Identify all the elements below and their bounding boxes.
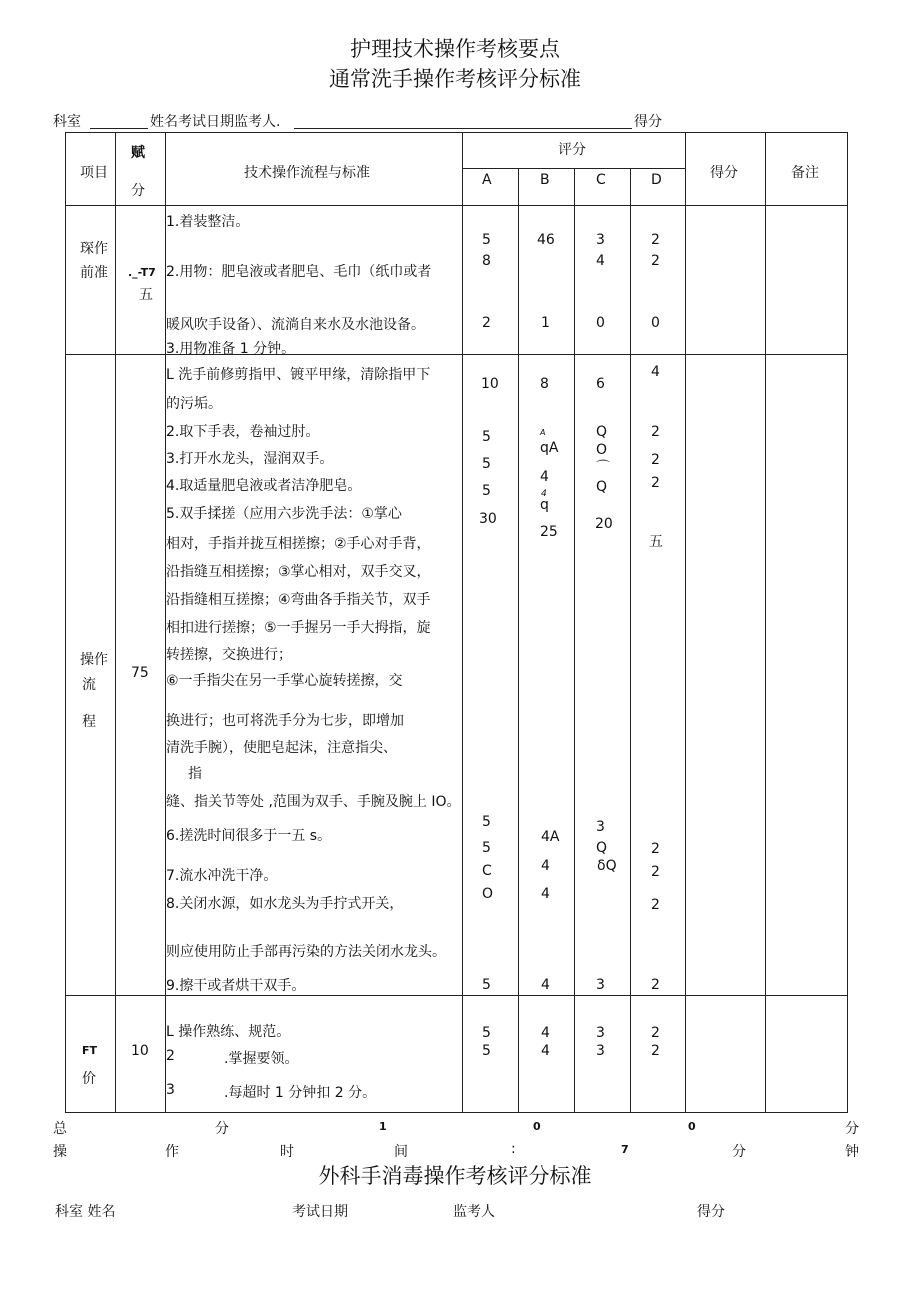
examiner-underline (294, 128, 632, 129)
section2-a: O (482, 886, 494, 902)
section2-line: 则应使用防止手部再污染的方法关闭水龙头。 (166, 944, 446, 960)
header-grade-a: A (482, 172, 492, 188)
section1-name-top: 琛作 (80, 241, 108, 257)
section3-line: .每超时 1 分钟扣 2 分。 (224, 1085, 377, 1101)
section3-d: 2 (651, 1025, 660, 1041)
section2-b: 4A (541, 829, 560, 845)
section2-line: 沿指缝互相搓擦；③掌心相对，双手交叉， (166, 564, 431, 580)
section2-b: qA (540, 440, 559, 456)
section3-name-bottom: 价 (82, 1071, 96, 1087)
section2-d: 2 (651, 841, 660, 857)
section2-a: 10 (481, 376, 499, 392)
score-label: 得分 (634, 114, 662, 130)
section2-c: 20 (595, 516, 613, 532)
meta2-examiner: 监考人 (453, 1204, 495, 1220)
total-unit: 分 (845, 1121, 859, 1137)
total-label: 分 (215, 1121, 229, 1137)
section2-c: O (596, 442, 608, 458)
time-unit: 钟 (845, 1144, 859, 1160)
section2-d: 2 (651, 424, 660, 440)
page-subtitle: 通常洗手操作考核评分标准 (329, 67, 581, 91)
section2-c: ⌒ (596, 460, 610, 476)
section2-b: A (540, 428, 546, 437)
section1-d: 2 (651, 253, 660, 269)
section2-line: 沿指缝相互搓擦；④弯曲各手指关节，双手 (166, 592, 431, 608)
section2-line: 4.取适量肥皂液或者洁净肥皂。 (166, 478, 362, 494)
section1-line: 暖风吹手设备）、流淌自来水及水池设备。 (166, 317, 425, 333)
section1-c: 0 (596, 315, 605, 331)
header-procedure: 技术操作流程与标准 (244, 165, 370, 181)
section2-b: 4 (541, 886, 550, 902)
time-label: 作 (165, 1144, 179, 1160)
section2-name-bottom: 程 (82, 714, 96, 730)
section2-line: ⑥一手指尖在另一手掌心旋转搓擦，交 (166, 673, 403, 689)
section2-line: 的污垢。 (166, 396, 222, 412)
section2-line: 6.搓洗时间很多于一五 s。 (166, 828, 332, 844)
section2-d: 2 (651, 897, 660, 913)
section-title-2: 外科手消毒操作考核评分标准 (318, 1164, 592, 1188)
section2-line: 缝、指关节等处 ,范围为双手、手腕及腕上 IO。 (166, 794, 461, 810)
meta-fields: 姓名考试日期监考人. (150, 114, 281, 130)
section2-line: L 洗手前修剪指甲、镀平甲缘，清除指甲下 (166, 367, 431, 383)
meta2-date: 考试日期 (292, 1204, 348, 1220)
section2-b: 8 (540, 376, 549, 392)
section2-c: 6 (596, 376, 605, 392)
section2-c: Q (596, 840, 608, 856)
section1-line: 3.用物准备 1 分钟。 (166, 341, 296, 357)
section2-line: 3.打开水龙头，湿润双手。 (166, 451, 334, 467)
section1-d: 2 (651, 232, 660, 248)
section2-c: Q (596, 424, 608, 440)
section2-b: 4 (541, 977, 550, 993)
section1-weight-top: ._-T7 (128, 266, 156, 279)
section2-line: 8.关闭水源，如水龙头为手拧式开关， (166, 896, 404, 912)
section2-d: 2 (651, 977, 660, 993)
section1-line: 2.用物：肥皂液或者肥皂、毛巾（纸巾或者 (166, 264, 432, 280)
section2-a: 5 (482, 977, 491, 993)
section2-d: 4 (651, 364, 660, 380)
header-item: 项目 (80, 165, 108, 181)
section3-c: 3 (596, 1043, 605, 1059)
section3-weight: 10 (131, 1043, 149, 1059)
section2-b: q (540, 497, 549, 513)
section2-b: 4 (541, 858, 550, 874)
section1-weight-bottom: 五 (139, 287, 153, 303)
section1-line: 1.着装整洁。 (166, 214, 250, 230)
section3-name-top: FT (82, 1044, 98, 1057)
section2-a: 5 (482, 429, 491, 445)
section2-b: 25 (540, 524, 558, 540)
total-digit: 0 (688, 1120, 696, 1133)
section2-c: δQ (597, 858, 617, 874)
section2-a: C (482, 863, 492, 879)
total-digit: 1 (379, 1120, 387, 1133)
section3-line: L 操作熟练、规范。 (166, 1024, 291, 1040)
section2-line: 相对，手指并拢互相搓擦；②手心对手背， (166, 536, 431, 552)
section2-line: 7.流水冲洗干净。 (166, 868, 278, 884)
time-label: 间 (394, 1144, 408, 1160)
section1-a: 8 (482, 253, 491, 269)
section2-d: 2 (651, 864, 660, 880)
dept-label: 科室 (53, 114, 81, 130)
header-note: 备注 (791, 165, 819, 181)
section3-a: 5 (482, 1025, 491, 1041)
section2-c: 3 (596, 819, 605, 835)
header-grade: 评分 (558, 142, 586, 158)
time-colon: : (511, 1141, 516, 1157)
section1-c: 4 (596, 253, 605, 269)
section2-c: Q (596, 479, 608, 495)
section1-name-bottom: 前准 (80, 265, 108, 281)
section2-d: 2 (651, 475, 660, 491)
section2-line: 5.双手揉搓（应用六步洗手法：①掌心 (166, 506, 402, 522)
section1-a: 5 (482, 232, 491, 248)
section3-line: 2 (166, 1048, 175, 1064)
section2-b: 4 (540, 469, 549, 485)
section2-weight: 75 (131, 665, 149, 681)
meta2-dept-name: 科室 姓名 (55, 1204, 116, 1220)
meta2-score: 得分 (697, 1204, 725, 1220)
section1-a: 2 (482, 315, 491, 331)
time-label: 时 (280, 1144, 294, 1160)
section2-line: 相扣进行搓擦；⑤一手握另一手大拇指，旋 (166, 620, 431, 636)
time-unit: 分 (732, 1144, 746, 1160)
section2-a: 5 (482, 814, 491, 830)
time-label: 操 (53, 1144, 67, 1160)
time-value: 7 (621, 1143, 629, 1156)
section2-a: 5 (482, 456, 491, 472)
section2-b: 4 (541, 489, 547, 499)
section2-name-mid: 流 (82, 677, 96, 693)
section2-name-top: 操作 (80, 652, 108, 668)
section1-b: 46 (537, 232, 555, 248)
section2-a: 5 (482, 483, 491, 499)
header-weight-top: 赋 (131, 145, 145, 161)
section2-c: 3 (596, 977, 605, 993)
header-score: 得分 (710, 165, 738, 181)
header-grade-b: B (540, 172, 550, 188)
section2-line: 指 (188, 766, 202, 782)
section3-line: 3 (166, 1082, 175, 1098)
section2-line: 转搓擦，交换进行； (166, 647, 292, 663)
total-label: 总 (53, 1121, 67, 1137)
header-grade-c: C (596, 172, 606, 188)
section2-d: 2 (651, 452, 660, 468)
section3-d: 2 (651, 1043, 660, 1059)
section1-c: 3 (596, 232, 605, 248)
dept-underline (90, 128, 148, 129)
page-title: 护理技术操作考核要点 (350, 37, 560, 61)
section3-b: 4 (541, 1025, 550, 1041)
header-weight-bottom: 分 (131, 183, 145, 199)
section1-d: 0 (651, 315, 660, 331)
section3-b: 4 (541, 1043, 550, 1059)
section3-a: 5 (482, 1043, 491, 1059)
section2-line: 换进行；也可将洗手分为七步，即增加 (166, 713, 404, 729)
section2-a: 5 (482, 840, 491, 856)
section1-b: 1 (541, 315, 550, 331)
header-grade-d: D (651, 172, 662, 188)
section2-d: 五 (649, 534, 663, 550)
section3-line: .掌握要领。 (224, 1051, 299, 1067)
section2-a: 30 (479, 511, 497, 527)
total-digit: 0 (533, 1120, 541, 1133)
section3-c: 3 (596, 1025, 605, 1041)
section2-line: 9.擦干或者烘干双手。 (166, 978, 306, 994)
section2-line: 2.取下手表，卷袖过肘。 (166, 424, 320, 440)
section2-line: 清洗手腕），使肥皂起沫，注意指尖、 (166, 740, 397, 756)
